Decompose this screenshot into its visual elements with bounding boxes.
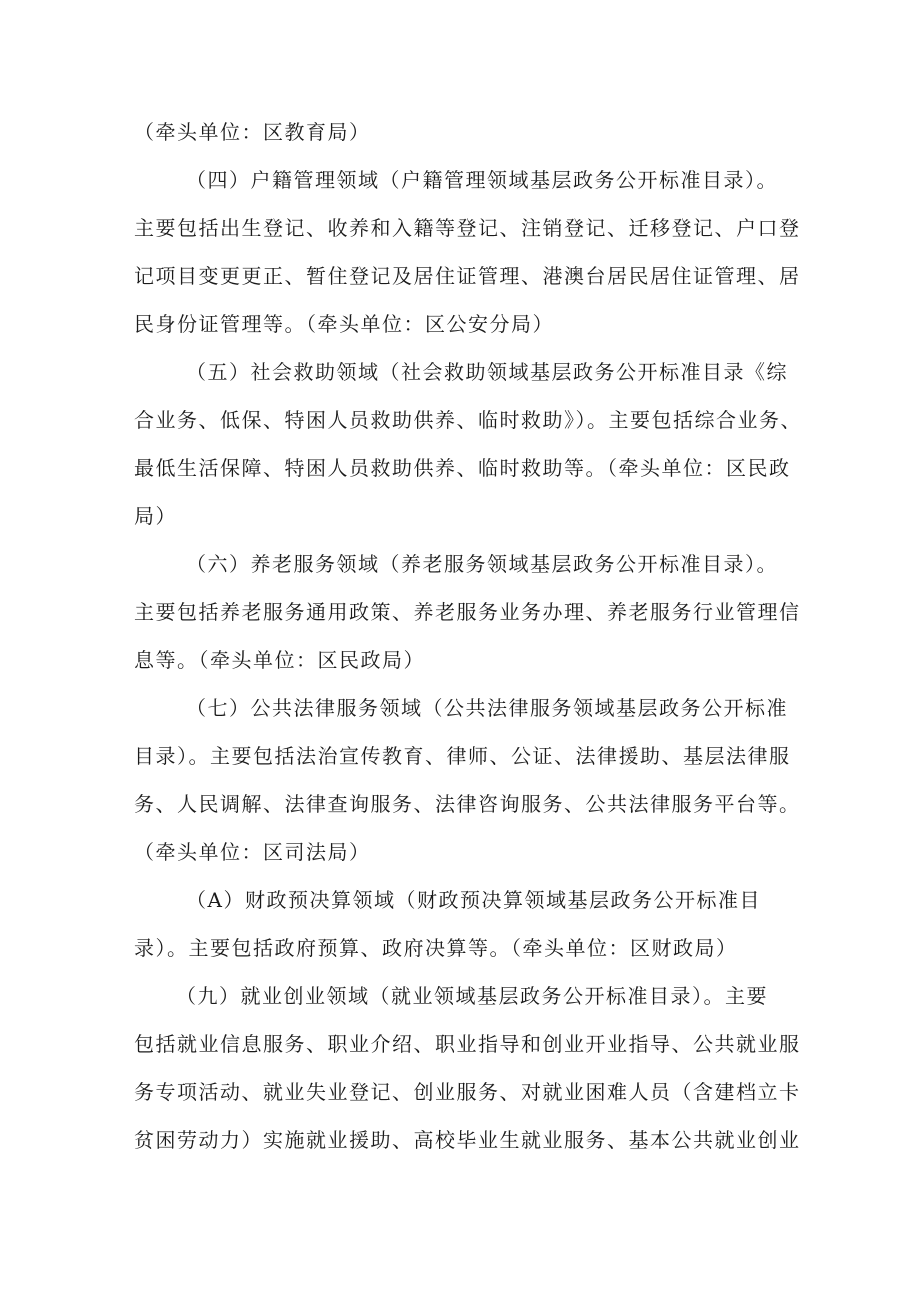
text-line-20: 包括就业信息服务、职业介绍、职业指导和创业开业指导、公共就业服 <box>134 1032 801 1056</box>
text-line-8: 最低生活保障、特困人员救助供养、临时救助等。（牵头单位：区民政 <box>134 456 791 480</box>
section-4-heading: （四）户籍管理领域（户籍管理领域基层政务公开标准目录）。 <box>186 168 778 192</box>
text-line-3: 主要包括出生登记、收养和入籍等登记、注销登记、迁移登记、户口登 <box>134 216 801 240</box>
text-line-21: 务专项活动、就业失业登记、创业服务、对就业困难人员（含建档立卡 <box>134 1080 801 1104</box>
text-line-18: 录）。主要包括政府预算、政府决算等。（牵头单位：区财政局） <box>134 936 738 960</box>
text-line-22: 贫困劳动力）实施就业援助、高校毕业生就业服务、基本公共就业创业 <box>134 1128 801 1152</box>
section-5-heading: （五）社会救助领域（社会救助领域基层政务公开标准目录《综 <box>186 360 788 384</box>
text-line-4: 记项目变更更正、暂住登记及居住证管理、港澳台居民居住证管理、居 <box>134 264 801 288</box>
text-line-5: 民身份证管理等。（牵头单位：区公安分局） <box>134 312 554 336</box>
text-line-1: （牵头单位：区教育局） <box>134 120 371 144</box>
section-7-heading: （七）公共法律服务领域（公共法律服务领域基层政务公开标准 <box>186 696 788 720</box>
text-line-12: 息等。（牵头单位：区民政局） <box>134 648 425 672</box>
text-line-9: 局） <box>134 504 177 528</box>
text-line-11: 主要包括养老服务通用政策、养老服务业务办理、养老服务行业管理信 <box>134 600 801 624</box>
section-9-heading: （九）就业创业领域（就业领域基层政务公开标准目录）。主要 <box>176 984 768 1008</box>
text-line-15: 务、人民调解、法律查询服务、法律咨询服务、公共法律服务平台等。 <box>134 792 801 816</box>
text-line-14: 目录）。主要包括法治宣传教育、律师、公证、法律援助、基层法律服 <box>134 744 791 768</box>
text-line-7: 合业务、低保、特困人员救助供养、临时救助》）。主要包括综合业务、 <box>134 408 802 432</box>
section-8-heading: （A）财政预决算领域（财政预决算领域基层政务公开标准目 <box>186 888 761 912</box>
section-6-heading: （六）养老服务领域（养老服务领域基层政务公开标准目录）。 <box>186 552 778 576</box>
text-line-16: （牵头单位：区司法局） <box>134 840 371 864</box>
